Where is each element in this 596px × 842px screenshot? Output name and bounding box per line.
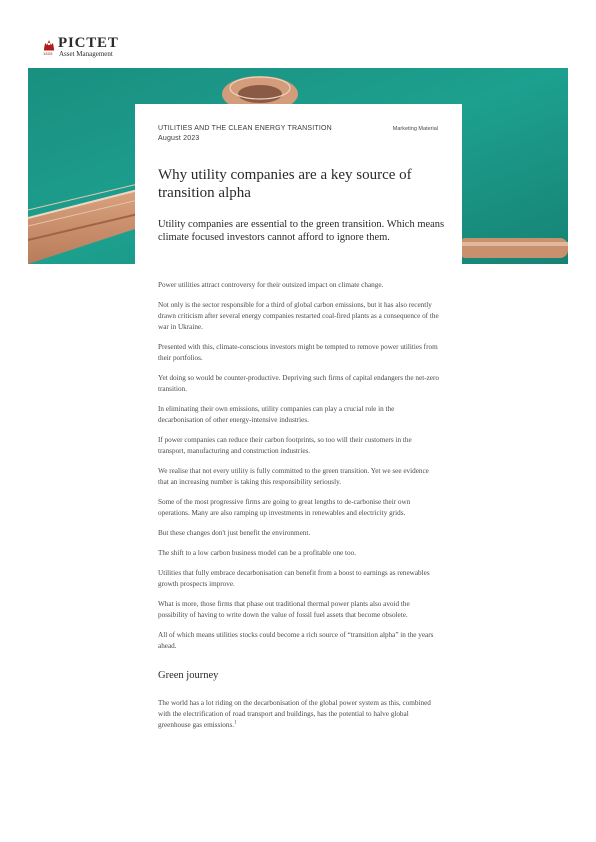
paragraph-13: All of which means utilities stocks could become a rich source of “transition alpha” in the years ahead. [158,631,434,650]
paragraph-7: We realise that not every utility is fully committed to the green transition. Yet we see evidence that an increasing number is taking this responsibility seriously. [158,467,429,486]
paragraph-11: Utilities that fully embrace decarbonisation can benefit from a boost to earnings as renewables growth prospects improve. [158,569,430,588]
card-meta [158,125,332,142]
pictet-emblem-icon [42,38,56,52]
pictet-logo [42,37,152,61]
paragraph-10: The shift to a low carbon business model can be a profitable one too. [158,549,357,557]
paragraph-3: Presented with this, climate-conscious investors might be tempted to remove power utilities from their portfolios. [158,343,438,362]
paragraph-1: Power utilities attract controversy for their outsized impact on climate change. [158,281,384,289]
paragraph-2: Not only is the sector responsible for a third of global carbon emissions, but it has also recently drawn criticism after several energy companies restarted coal-fired plants as a consequence of the war in Ukraine. [158,301,439,331]
logo-name: PICTET [58,35,119,51]
section-paragraph-text: The world has a lot riding on the decarbonisation of the global power system as this, combined with the electrification of road transport and buildings, has the potential to halve global greenhouse gas emissions. [158,699,431,729]
series-label: UTILITIES AND THE CLEAN ENERGY TRANSITION [158,125,332,132]
section-heading: Green journey [158,670,219,681]
marketing-material-tag: Marketing Material [392,126,438,132]
paragraph-5: In eliminating their own emissions, utility companies can play a crucial role in the decarbonisation of other energy-intensive industries. [158,405,395,424]
article-body [158,280,440,740]
paragraph-12: What is more, those firms that phase out traditional thermal power plants also avoid the possibility of having to write down the value of fossil fuel assets that become obsolete. [158,600,410,619]
paragraph-8: Some of the most progressive firms are going to great lengths to de-carbonise their own operations. Many are also ramping up investments in renewables and electricity grids. [158,498,411,517]
section-paragraph [158,698,440,731]
logo-subtitle: Asset Management [59,50,113,58]
footnote-reference[interactable]: 1 [234,720,237,726]
article-title: Why utility companies are a key source of transition alpha [158,167,412,201]
title-card [135,104,462,264]
paragraph-4: Yet doing so would be counter-productive. Depriving such firms of capital endangers the net-zero transition. [158,374,439,393]
logo-year: 1805 [43,51,53,56]
paragraph-6: If power companies can reduce their carbon footprints, so too will their customers in the transport, manufacturing and construction industries. [158,436,412,455]
article-standfirst: Utility companies are essential to the green transition. Which means climate focused investors cannot afford to ignore them. [158,219,445,243]
paragraph-9: But these changes don't just benefit the environment. [158,529,311,537]
publication-date: August 2023 [158,135,200,142]
